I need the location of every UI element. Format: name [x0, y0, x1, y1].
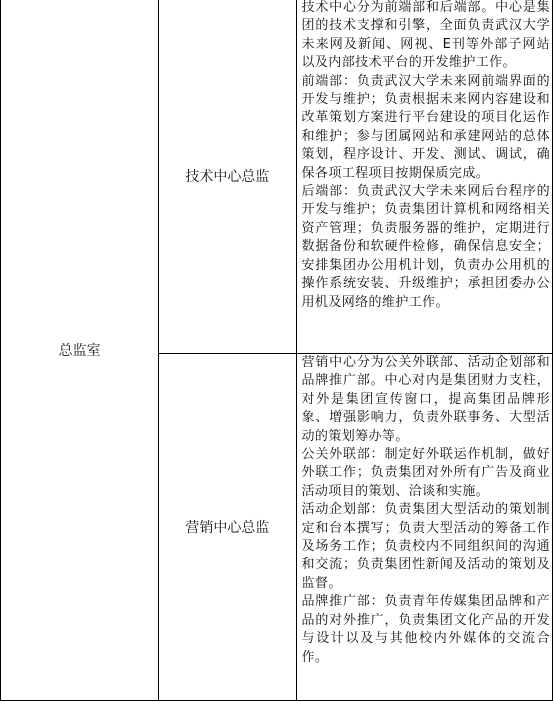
description-paragraph: 后端部：负责武汉大学未来网后台程序的开发与维护；负责集团计算机和网络相关资产管理；负责服务器的维护，定期进行数据备份和软硬件检修，确保信息安全；安排集团办公用机计划，负责办公用机的操作系统安装、升级维护；承担团委办公用机及网络的维护工作。 [301, 184, 550, 310]
description-paragraph: 活动企划部：负责集团大型活动的策划制定和台本撰写；负责大型活动的筹备工作及场务工作；负责校内不同组织间的沟通和交流；负责集团性新闻及活动的策划及监督。 [301, 502, 550, 591]
department-cell: 总监室 [1, 0, 159, 701]
table-row [1, 0, 553, 354]
description-cell-tech [296, 0, 552, 354]
description-cell-marketing [296, 354, 552, 701]
description-paragraph: 品牌推广部：负责青年传媒集团品牌和产品的对外推广，负责集团文化产品的开发与设计以及与其他校内外媒体的交流合作。 [301, 594, 550, 665]
role-cell-tech: 技术中心总监 [159, 0, 296, 354]
description-paragraph: 公关外联部：制定好外联运作机制，做好外联工作；负责集团对外所有广告及商业活动项目的策划、洽谈和实施。 [301, 447, 550, 499]
role-cell-marketing: 营销中心总监 [159, 354, 296, 701]
description-paragraph: 营销中心分为公关外联部、活动企划部和品牌推广部。中心对内是集团财力支柱，对外是集团宣传窗口，提高集团品牌形象、增强影响力，负责外联事务、大型活动的策划筹办等。 [301, 355, 550, 444]
description-paragraph: 前端部：负责武汉大学未来网前端界面的开发与维护；负责根据未来网内容建设和改革策划方案进行平台建设的项目化运作和维护；参与团属网站和承建网站的总体策划，程序设计、开发、测试、调试，确保各项工程项目按期保质完成。 [301, 73, 550, 181]
description-paragraph: 技术中心分为前端部和后端部。中心是集团的技术支撑和引擎，全面负责武汉大学未来网及新闻、网视、E刊等外部子网站以及内部技术平台的开发维护工作。 [301, 0, 550, 71]
